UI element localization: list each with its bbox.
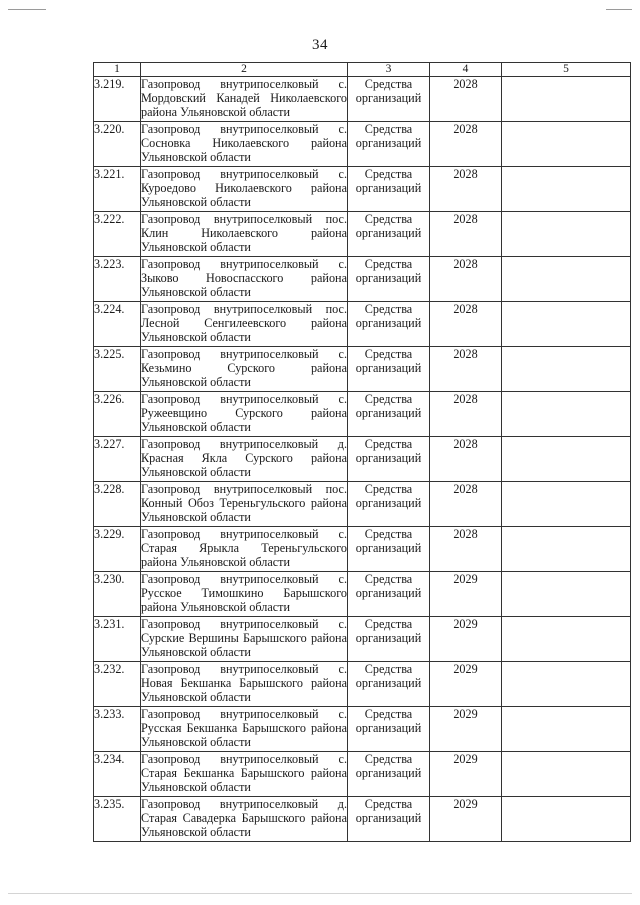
completion-year: 2028 [430,167,502,212]
completion-year: 2029 [430,797,502,842]
completion-year: 2028 [430,257,502,302]
funding-source: Средства организаций [348,392,430,437]
note-cell [502,392,631,437]
object-name: Газопровод внутрипоселковый пос. Клин Николаевского района Ульяновской области [141,212,348,257]
completion-year: 2029 [430,752,502,797]
note-cell [502,212,631,257]
column-header: 5 [502,63,631,77]
object-name: Газопровод внутрипоселковый с. Сосновка Николаевского района Ульяновской области [141,122,348,167]
row-number: 3.226. [94,392,141,437]
object-name: Газопровод внутрипоселковый с. Русское Тимошкино Барышского района Ульяновской области [141,572,348,617]
object-name: Газопровод внутрипоселковый д. Красная Якла Сурского района Ульяновской области [141,437,348,482]
funding-source: Средства организаций [348,527,430,572]
funding-source: Средства организаций [348,797,430,842]
row-number: 3.230. [94,572,141,617]
completion-year: 2028 [430,527,502,572]
table-row [94,257,631,302]
funding-source: Средства организаций [348,437,430,482]
row-number: 3.233. [94,707,141,752]
column-header: 1 [94,63,141,77]
completion-year: 2028 [430,392,502,437]
object-name: Газопровод внутрипоселковый с. Русская Бекшанка Барышского района Ульяновской области [141,707,348,752]
note-cell [502,752,631,797]
table-row [94,797,631,842]
row-number: 3.219. [94,77,141,122]
row-number: 3.225. [94,347,141,392]
funding-source: Средства организаций [348,752,430,797]
note-cell [502,437,631,482]
object-name: Газопровод внутрипоселковый пос. Конный Обоз Тереньгульского района Ульяновской области [141,482,348,527]
funding-source: Средства организаций [348,572,430,617]
scan-artifact-top-right [606,9,632,10]
funding-source: Средства организаций [348,122,430,167]
page-number: 34 [312,37,328,53]
table-row [94,662,631,707]
note-cell [502,122,631,167]
completion-year: 2029 [430,617,502,662]
object-name: Газопровод внутрипоселковый пос. Лесной Сенгилеевского района Ульяновской области [141,302,348,347]
completion-year: 2028 [430,77,502,122]
table-row [94,437,631,482]
completion-year: 2028 [430,212,502,257]
note-cell [502,257,631,302]
object-name: Газопровод внутрипоселковый с. Старая Бекшанка Барышского района Ульяновской области [141,752,348,797]
note-cell [502,707,631,752]
note-cell [502,302,631,347]
completion-year: 2028 [430,347,502,392]
table-row [94,122,631,167]
funding-source: Средства организаций [348,662,430,707]
table-row [94,302,631,347]
funding-source: Средства организаций [348,302,430,347]
table-header-row [94,63,631,77]
completion-year: 2028 [430,437,502,482]
object-name: Газопровод внутрипоселковый с. Сурские Вершины Барышского района Ульяновской области [141,617,348,662]
funding-source: Средства организаций [348,167,430,212]
table-row [94,392,631,437]
table-row [94,212,631,257]
row-number: 3.231. [94,617,141,662]
funding-source: Средства организаций [348,212,430,257]
object-name: Газопровод внутрипоселковый с. Куроедово Николаевского района Ульяновской области [141,167,348,212]
funding-source: Средства организаций [348,77,430,122]
completion-year: 2028 [430,302,502,347]
column-header: 4 [430,63,502,77]
row-number: 3.234. [94,752,141,797]
object-name: Газопровод внутрипоселковый с. Мордовский Канадей Николаевского района Ульяновской области [141,77,348,122]
completion-year: 2029 [430,662,502,707]
objects-table [93,62,631,842]
funding-source: Средства организаций [348,617,430,662]
object-name: Газопровод внутрипоселковый с. Старая Ярыкла Тереньгульского района Ульяновской области [141,527,348,572]
completion-year: 2029 [430,572,502,617]
scan-artifact-bottom [8,893,632,894]
row-number: 3.235. [94,797,141,842]
funding-source: Средства организаций [348,707,430,752]
note-cell [502,347,631,392]
note-cell [502,167,631,212]
table-row [94,752,631,797]
note-cell [502,527,631,572]
object-name: Газопровод внутрипоселковый д. Старая Савадерка Барышского района Ульяновской области [141,797,348,842]
column-header: 3 [348,63,430,77]
table-row [94,77,631,122]
note-cell [502,617,631,662]
table-row [94,167,631,212]
table-body [94,77,631,842]
note-cell [502,797,631,842]
object-name: Газопровод внутрипоселковый с. Ружеевщино Сурского района Ульяновской области [141,392,348,437]
table-row [94,572,631,617]
note-cell [502,77,631,122]
object-name: Газопровод внутрипоселковый с. Кезьмино Сурского района Ульяновской области [141,347,348,392]
table-row [94,482,631,527]
row-number: 3.232. [94,662,141,707]
note-cell [502,662,631,707]
row-number: 3.222. [94,212,141,257]
row-number: 3.223. [94,257,141,302]
row-number: 3.228. [94,482,141,527]
funding-source: Средства организаций [348,257,430,302]
row-number: 3.229. [94,527,141,572]
column-header: 2 [141,63,348,77]
table-row [94,617,631,662]
funding-source: Средства организаций [348,482,430,527]
completion-year: 2028 [430,122,502,167]
scan-artifact-top-left [8,9,46,10]
note-cell [502,572,631,617]
completion-year: 2028 [430,482,502,527]
funding-source: Средства организаций [348,347,430,392]
row-number: 3.220. [94,122,141,167]
table-row [94,347,631,392]
row-number: 3.221. [94,167,141,212]
completion-year: 2029 [430,707,502,752]
row-number: 3.224. [94,302,141,347]
table-row [94,707,631,752]
object-name: Газопровод внутрипоселковый с. Новая Бекшанка Барышского района Ульяновской области [141,662,348,707]
object-name: Газопровод внутрипоселковый с. Зыково Новоспасского района Ульяновской области [141,257,348,302]
table-row [94,527,631,572]
note-cell [502,482,631,527]
row-number: 3.227. [94,437,141,482]
